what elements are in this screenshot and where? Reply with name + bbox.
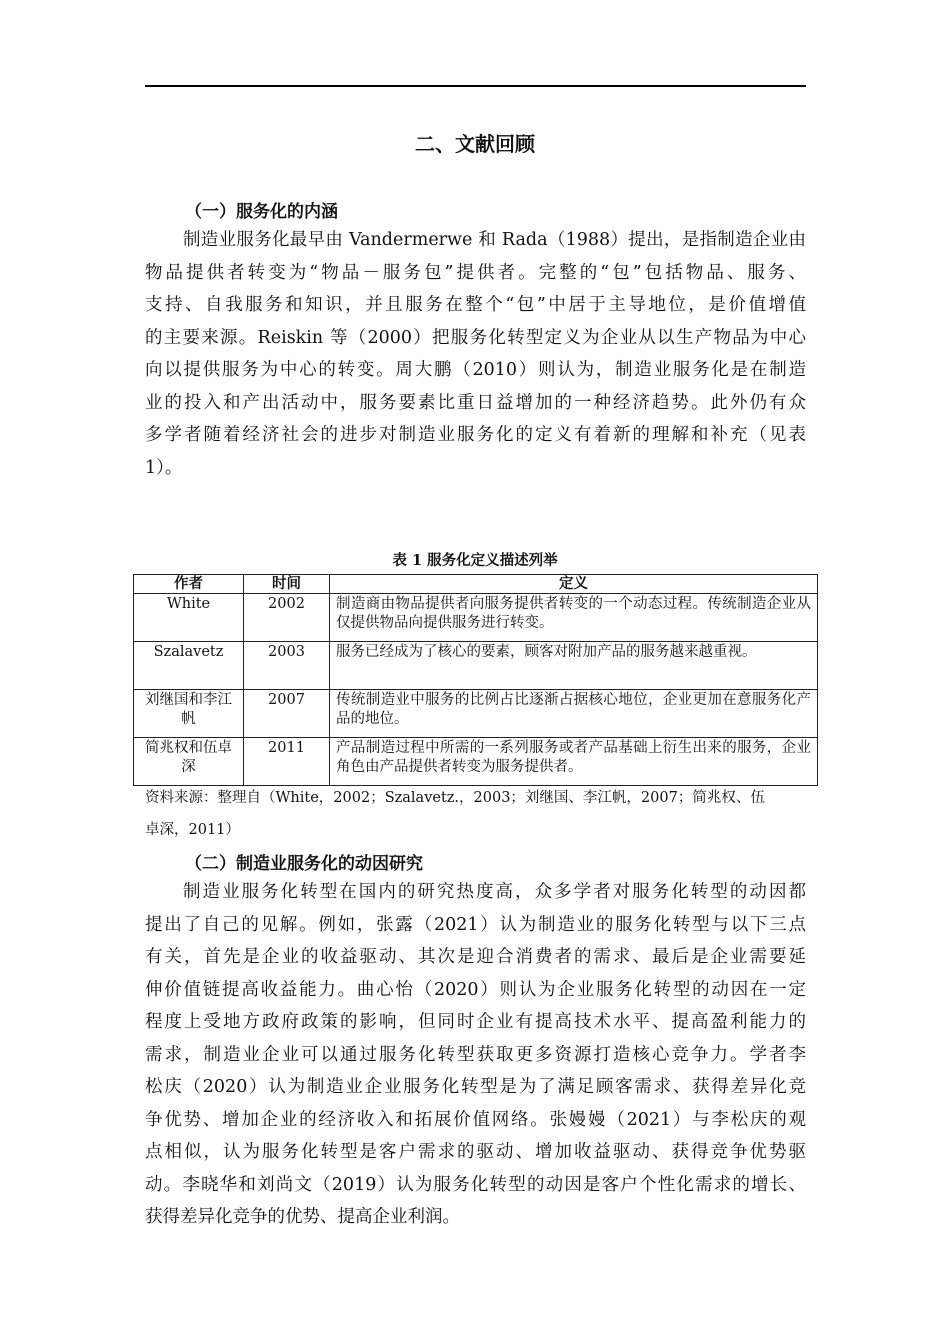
cell-definition: 产品制造过程中所需的一系列服务或者产品基础上衍生出来的服务，企业角色由产品提供者转变为服务提供者。 (330, 738, 818, 786)
definitions-table (133, 574, 818, 786)
section-heading-connotation: （一）服务化的内涵 (185, 202, 338, 222)
table-row (134, 594, 818, 642)
cell-author: White (134, 594, 244, 642)
table-row (134, 738, 818, 786)
paragraph-line: 争优势、增加企业的经济收入和拓展价值网络。张嫚嫚（2021）与李松庆的观 (145, 1109, 806, 1130)
header-author: 作者 (134, 575, 244, 594)
header-rule (145, 85, 806, 87)
table-row (134, 690, 818, 738)
paragraph-line: 伸价值链提高收益能力。曲心怡（2020）则认为企业服务化转型的动因在一定 (145, 979, 806, 1000)
cell-definition: 制造商由物品提供者向服务提供者转变的一个动态过程。传统制造企业从仅提供物品向提供服务进行转变。 (330, 594, 818, 642)
paragraph-line: 1）。 (145, 457, 183, 478)
table-header-row (134, 575, 818, 594)
cell-year: 2003 (244, 642, 330, 690)
cell-definition: 传统制造业中服务的比例占比逐渐占据核心地位，企业更加在意服务化产品的地位。 (330, 690, 818, 738)
paragraph-line: 提出了自己的见解。例如，张露（2021）认为制造业的服务化转型与以下三点 (145, 914, 806, 935)
paragraph-line: 向以提供服务为中心的转变。周大鹏（2010）则认为，制造业服务化是在制造 (145, 360, 806, 380)
cell-definition: 服务已经成为了核心的要素，顾客对附加产品的服务越来越重视。 (330, 642, 818, 690)
paragraph-line: 物品提供者转变为“物品－服务包”提供者。完整的“包”包括物品、服务、 (145, 262, 806, 283)
paragraph-line: 松庆（2020）认为制造业企业服务化转型是为了满足顾客需求、获得差异化竞 (145, 1077, 806, 1097)
table-source-line: 卓深，2011） (145, 822, 240, 838)
cell-year: 2002 (244, 594, 330, 642)
header-year: 时间 (244, 575, 330, 594)
cell-year: 2007 (244, 690, 330, 738)
section-heading-drivers: （二）制造业服务化的动因研究 (185, 854, 423, 874)
paragraph-line: 动。李晓华和刘尚文（2019）认为服务化转型的动因是客户个性化需求的增长、 (145, 1174, 806, 1195)
paragraph-line: 获得差异化竞争的优势、提高企业利润。 (145, 1207, 460, 1227)
paragraph-line: 点相似，认为服务化转型是客户需求的驱动、增加收益驱动、获得竞争优势驱 (145, 1142, 806, 1162)
chapter-title: 二、文献回顾 (415, 132, 535, 156)
paragraph-line: 支持、自我服务和知识，并且服务在整个“包”中居于主导地位，是价值增值 (145, 295, 806, 315)
cell-author: Szalavetz (134, 642, 244, 690)
cell-year: 2011 (244, 738, 330, 786)
table-caption: 表 1 服务化定义描述列举 (392, 552, 558, 569)
header-definition: 定义 (330, 575, 818, 594)
paragraph-line: 多学者随着经济社会的进步对制造业服务化的定义有着新的理解和补充（见表 (145, 425, 806, 445)
table-row (134, 642, 818, 690)
paragraph-line: 制造业服务化最早由 Vandermerwe 和 Rada（1988）提出，是指制造企业由 (183, 230, 806, 250)
paragraph-line: 业的投入和产出活动中，服务要素比重日益增加的一种经济趋势。此外仍有众 (145, 392, 806, 413)
paragraph-line: 有关，首先是企业的收益驱动、其次是迎合消费者的需求、最后是企业需要延 (145, 947, 806, 967)
paragraph-line: 的主要来源。Reiskin 等（2000）把服务化转型定义为企业从以生产物品为中心 (145, 327, 806, 348)
cell-author: 刘继国和李江帆 (134, 690, 244, 738)
paragraph-line: 需求，制造业企业可以通过服务化转型获取更多资源打造核心竞争力。学者李 (145, 1044, 806, 1065)
cell-author: 简兆权和伍卓深 (134, 738, 244, 786)
table-source-line: 资料来源：整理自（White，2002；Szalavetz.，2003；刘继国、李江帆，2007；简兆权、伍 (145, 790, 765, 806)
paragraph-line: 制造业服务化转型在国内的研究热度高，众多学者对服务化转型的动因都 (183, 882, 806, 902)
paragraph-line: 程度上受地方政府政策的影响，但同时企业有提高技术水平、提高盈利能力的 (145, 1012, 806, 1032)
